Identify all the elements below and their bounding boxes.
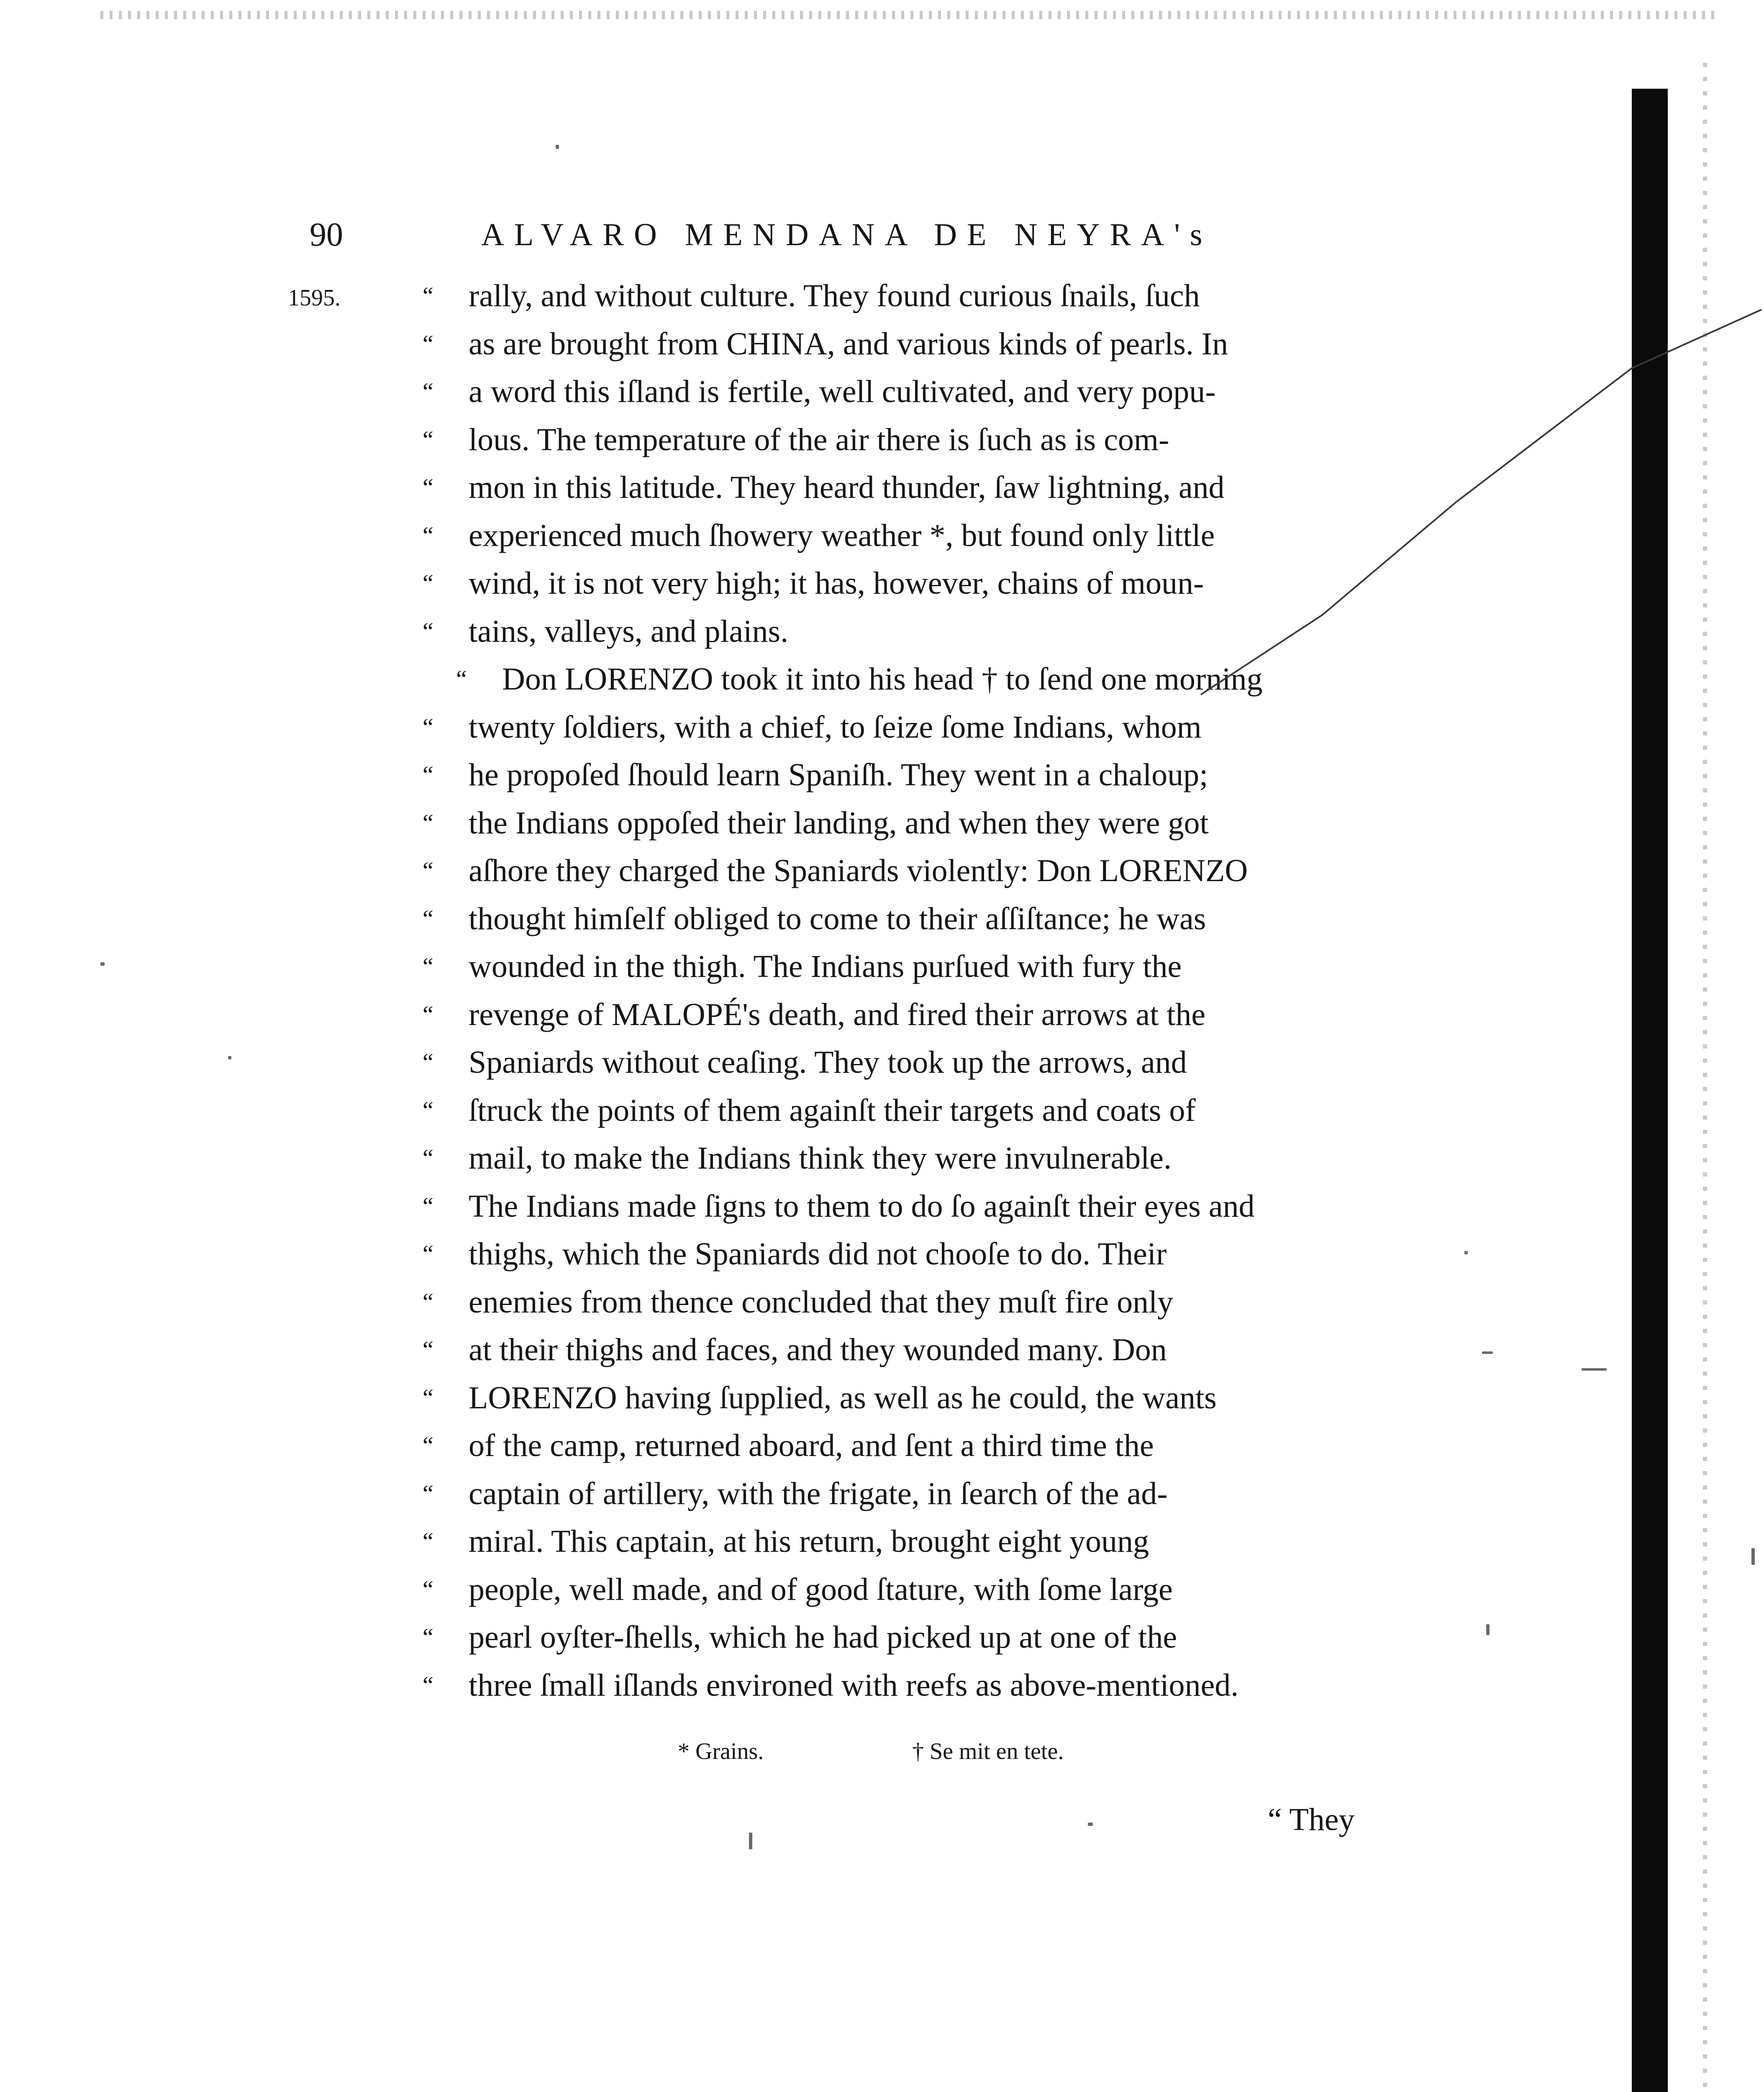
running-head: ALVARO MENDANA DE NEYRA's [481,217,1213,252]
line-text: wounded in the thigh. The Indians purſued with fury the [469,949,1182,984]
line-text: enemies from thence concluded that they muſt fire only [469,1284,1174,1320]
line-text: mail, to make the Indians think they were invulnerable. [469,1141,1172,1176]
ink-speck [1464,1251,1468,1254]
line-text: experienced much ſhowery weather *, but found only little [469,518,1215,553]
quote-mark: “ [423,1528,433,1555]
text-line [423,1614,1402,1662]
text-line [423,273,1402,321]
quote-mark: “ [423,905,433,932]
quote-mark: “ [456,665,467,692]
text-line [423,1327,1402,1375]
quote-mark: “ [423,426,433,453]
line-text: The Indians made ſigns to them to do ſo againſt their eyes and [469,1188,1255,1224]
text-line [423,464,1402,513]
text-line [423,896,1402,944]
quote-mark: “ [423,1432,433,1459]
catchword: “ They [1268,1802,1355,1837]
binding-shadow-bar [1632,89,1668,2092]
line-text: aſhore they charged the Spaniards violently: Don LORENZO [469,853,1248,888]
scanned-top-edge [100,11,1715,19]
line-text: wind, it is not very high; it has, however, chains of moun- [469,566,1204,601]
line-text: ſtruck the points of them againſt their targets and coats of [469,1092,1196,1128]
quote-mark: “ [423,1288,433,1315]
text-line [423,1087,1402,1136]
line-text: twenty ſoldiers, with a chief, to ſeize ſome Indians, whom [469,709,1202,745]
page-header [310,212,1397,258]
quote-mark: “ [423,521,433,549]
line-text: as are brought from CHINA, and various kinds of pearls. In [469,326,1228,361]
quote-mark: “ [423,378,433,405]
line-text: LORENZO having ſupplied, as well as he could, the wants [469,1380,1217,1415]
binding-edge [1703,63,1707,2092]
text-line [423,656,1402,704]
quote-mark: “ [423,617,433,645]
text-line [423,1183,1402,1231]
text-line [423,321,1402,369]
text-line [423,800,1402,848]
text-line [423,1662,1402,1710]
footnote-se-mit-en-tete: † Se mit en tete. [912,1738,1064,1764]
line-text: he propoſed ſhould learn Spaniſh. They went in a chaloup; [469,757,1208,792]
line-text: Spaniards without ceaſing. They took up the arrows, and [469,1045,1187,1080]
text-line [423,1518,1402,1566]
line-text: a word this iſland is fertile, well cultivated, and very popu- [469,374,1216,409]
footnote-grains: * Grains. [678,1738,764,1764]
text-line [423,943,1402,992]
text-line [423,369,1402,417]
text-line [423,704,1402,752]
quote-mark: “ [423,857,433,884]
quote-mark: “ [423,569,433,597]
text-line [423,848,1402,896]
quote-mark: “ [423,1192,433,1220]
quote-mark: “ [423,1049,433,1076]
quote-mark: “ [423,474,433,501]
quote-mark: “ [423,761,433,788]
line-text: at their thighs and faces, and they wounded many. Don [469,1332,1167,1367]
line-text: thighs, which the Spaniards did not chooſe to do. Their [469,1236,1167,1272]
text-line [423,1135,1402,1183]
quote-mark: “ [423,330,433,357]
text-line [423,752,1402,800]
quote-mark: “ [423,1336,433,1363]
quote-mark: “ [423,713,433,741]
line-text: miral. This captain, at his return, brought eight young [469,1524,1149,1559]
body-text [423,273,1402,1710]
line-text: revenge of MALOPÉ's death, and fired their arrows at the [469,997,1206,1032]
text-line [423,1471,1402,1519]
line-text: pearl oyſter-ſhells, which he had picked up at one of the [469,1620,1177,1655]
quote-mark: “ [423,1479,433,1507]
text-line [423,1039,1402,1087]
text-line [423,560,1402,608]
quote-mark: “ [423,1623,433,1651]
ink-speck [1088,1823,1093,1826]
line-text: people, well made, and of good ſtature, with ſome large [469,1572,1173,1607]
margin-year: 1595. [288,285,341,311]
ink-speck [1482,1351,1493,1354]
page-number: 90 [310,216,343,253]
text-line [423,1423,1402,1471]
quote-mark: “ [423,1096,433,1124]
line-text: mon in this latitude. They heard thunder, ſaw lightning, and [469,470,1225,505]
text-line [423,1566,1402,1615]
line-text: rally, and without culture. They found curious ſnails, ſuch [469,278,1200,313]
text-line [423,1231,1402,1279]
quote-mark: “ [423,1671,433,1699]
ink-speck [749,1833,752,1849]
text-line [423,608,1402,656]
line-text: thought himſelf obliged to come to their aſſiſtance; he was [469,901,1206,936]
quote-mark: “ [423,1384,433,1411]
quote-mark: “ [423,809,433,836]
ink-speck [100,962,105,966]
ink-speck [228,1056,231,1059]
line-text: the Indians oppoſed their landing, and when they were got [469,805,1209,841]
quote-mark: “ [423,1575,433,1603]
ink-speck [556,145,559,149]
text-line [423,1279,1402,1327]
line-text: Don LORENZO took it into his head † to ſend one morning [502,661,1263,697]
text-line [423,992,1402,1040]
quote-mark: “ [423,1144,433,1172]
ink-speck [1582,1368,1607,1371]
text-line [423,417,1402,465]
quote-mark: “ [423,282,433,309]
footnotes [678,1735,1180,1768]
ink-speck [1486,1624,1490,1635]
text-line [423,513,1402,561]
text-line [423,1375,1402,1423]
ink-speck [1751,1548,1755,1565]
quote-mark: “ [423,953,433,980]
line-text: captain of artillery, with the frigate, in ſearch of the ad- [469,1476,1168,1511]
line-text: tains, valleys, and plains. [469,613,789,649]
line-text: of the camp, returned aboard, and ſent a third time the [469,1428,1154,1463]
quote-mark: “ [423,1000,433,1028]
quote-mark: “ [423,1240,433,1267]
line-text: lous. The temperature of the air there is ſuch as is com- [469,422,1169,457]
line-text: three ſmall iſlands environed with reefs as above-mentioned. [469,1667,1239,1703]
